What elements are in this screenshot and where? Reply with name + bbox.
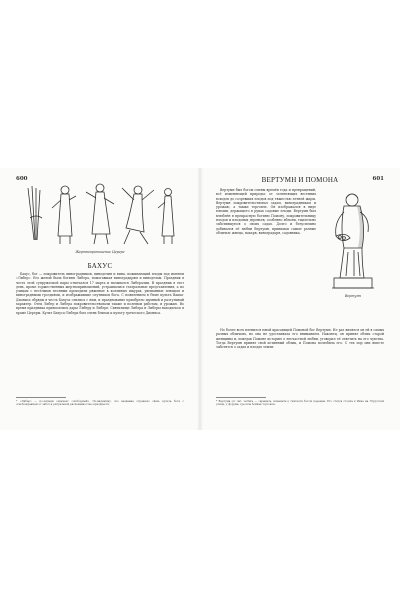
figure-caption-left: Жертвоприношение Церере xyxy=(75,250,125,254)
body-text-right-column xyxy=(216,188,316,235)
paragraph: Но более всех пленился юной красавицей Помоной бог Вертумн. Не раз являлся он ей в самых разных обличьях, но она не удостаивала его вниманием. Наконец, он принял облик старой женщины и, поведав Помоне историю о несчастной любви, уговорил её ответить на его чувства. Тогда Вертумн принял свой истинный облик, и Помона полюбила его. С тех пор они вместе заботятся о садах и плодах земли. xyxy=(216,328,384,350)
page-number-right: 601 xyxy=(372,176,384,182)
footnote-left: * «Либер» — по-латыни означает «свободный». По-видимому, это название отражало связь культа бога с освобождением от забот и ритуальной раскованностью празднеств. xyxy=(16,400,184,407)
vertumnus-statue-illustration xyxy=(322,188,384,292)
footnote-rule-right xyxy=(216,397,266,398)
sacrifice-illustration xyxy=(20,178,180,248)
heading-bacchus: БАХУС xyxy=(87,262,113,270)
footnote-right: * Вертумн (от лат. vertere — «вращать, изменять») считался богом перемен. Его статуя стояла в Риме на Этрусской улице, у форума, где шла бойкая торговля. xyxy=(216,400,384,407)
paragraph: Бахус, бог — покровитель виноградников, виноделия и вина, пожинающий плоды под именем «Либер». Его женой была богиня Либера, помогавшая виноградарям и виноделам. Праздник в честь этой супружеской пары отмечался 17 марта и назывался Либералии. В праздник в этот день, кроме торжественных жертвоприношений, устраивались театральные представления, а по улицам с весёлыми песнями проходили ряженые в козлиных шкурах, увешанные плющом и виноградными гроздьями, и изображавшие спутников бога. С появлением в Риме культа Вакха-Диониса обряды в честь Бахуса слились с ним, и празднование приобрело шумный и разгульный характер. Отец Либер и Либера покровительствовали также и полевым работам, и урожаю. Во время праздника приносились дары Либеру и Либере. Святилище Либера и Либеры находилось в храме Цереры. Культ Бахуса-Либера был очень близок к культу греческого Диониса. xyxy=(16,272,184,315)
right-page xyxy=(200,168,400,430)
page-number-left: 600 xyxy=(16,176,28,182)
book-spread xyxy=(0,168,400,430)
body-text-left xyxy=(16,272,184,315)
figure-caption-right: Вертумн xyxy=(345,294,361,298)
left-page xyxy=(0,168,200,430)
paragraph: Вертумн был богом смены времён года и превращений, всё изменяющей природы: от зеленеющих весенних всходов до созревших плодов под тяжестью летней жары. Вертумн покровительствовал садам, виноградникам и урожаю, а также торговле. Он изображался в виде юноши, держащего в руках садовые плоды. Вертумн был влюблён в прекрасную богиню Помону, покровительницу плодов и плодовых деревьев, особенно яблони, тщательно заботившуюся о своих садах. Долго и безуспешно добивался её любви Вертумн, принимая самые разные обличья: жнеца, пахаря, виноградаря, садовника. xyxy=(216,188,316,235)
body-text-right-full xyxy=(216,328,384,349)
footnote-rule-left xyxy=(16,397,66,398)
heading-vertumnus-pomona: ВЕРТУМН И ПОМОНА xyxy=(261,176,339,184)
